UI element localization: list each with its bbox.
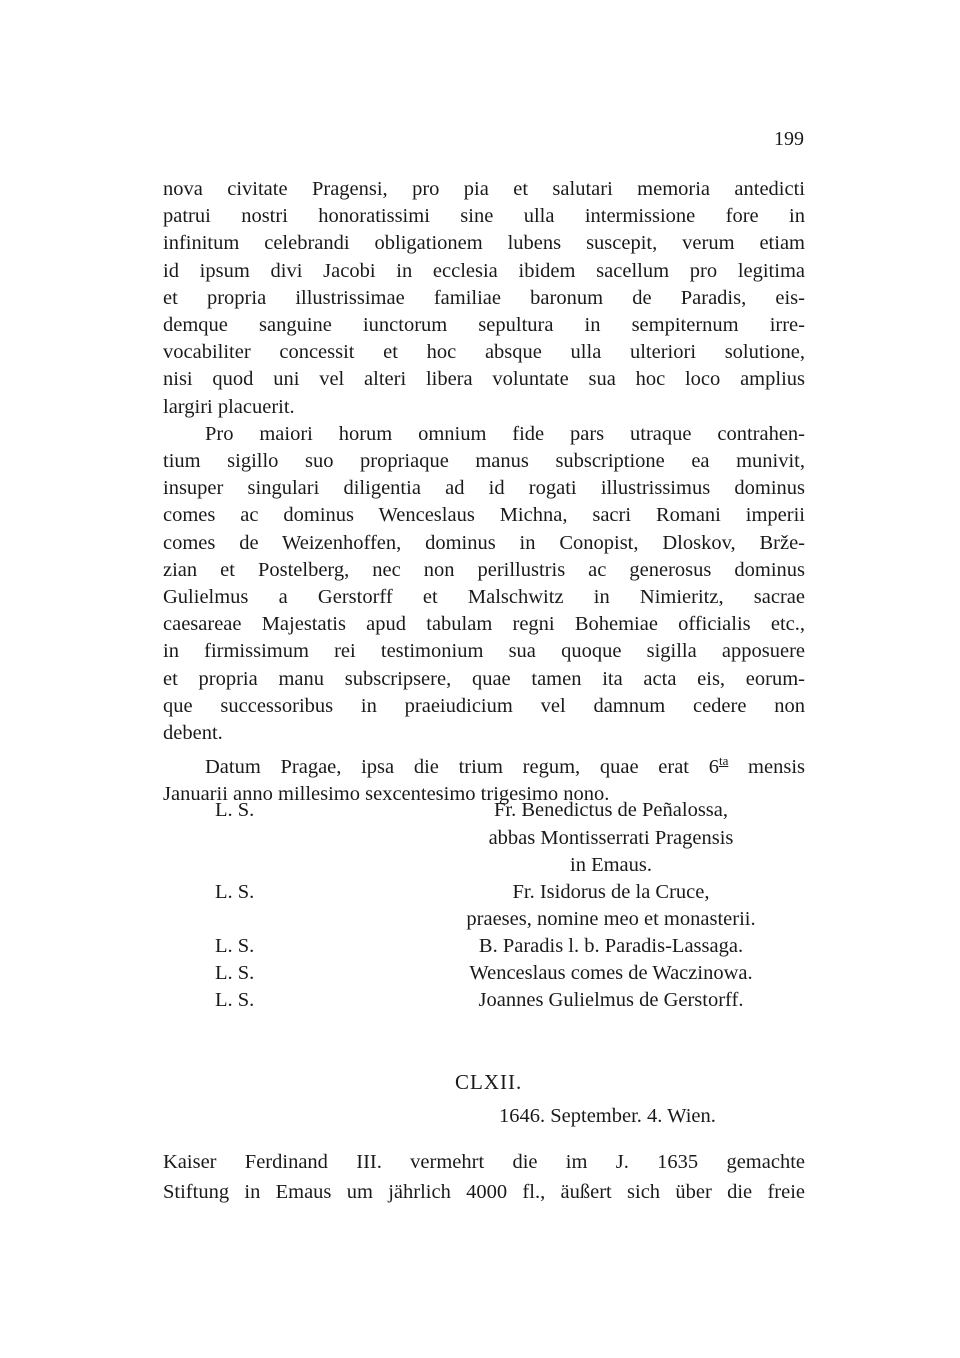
summary-line: Stiftung in Emaus um jährlich 4000 fl., äußert sich über die freie [163, 1181, 805, 1203]
ordinal-superscript: ta [718, 753, 729, 769]
text-line: id ipsum divi Jacobi in ecclesia ibidem sacellum pro legitima [163, 259, 805, 282]
signature-line: Joannes Gulielmus de Gerstorff. [478, 989, 744, 1011]
signature-line: praeses, nomine meo et monasterii. [466, 908, 756, 930]
seal-mark: L. S. [215, 989, 255, 1011]
text-line: Januarii anno millesimo sexcentesimo trigesimo nono. [163, 783, 610, 806]
text-line: que successoribus in praeiudicium vel damnum cedere non [163, 694, 805, 717]
document-dateline: 1646. September. 4. Wien. [499, 1105, 716, 1127]
text-line: in firmissimum rei testimonium sua quoque sigilla apposuere [163, 640, 805, 663]
date-text: Datum Pragae, ipsa die trium regum, quae erat 6 [205, 756, 719, 779]
text-line: comes de Weizenhoffen, dominus in Conopist, Dloskov, Brže- [163, 531, 805, 554]
signature-line: Wenceslaus comes de Waczinowa. [469, 962, 753, 984]
seal-mark: L. S. [215, 962, 255, 984]
text-line: Gulielmus a Gerstorff et Malschwitz in Nimieritz, sacrae [163, 586, 805, 609]
text-line: nova civitate Pragensi, pro pia et salutari memoria antedicti [163, 178, 805, 200]
text-line: tium sigillo suo propriaque manus subscriptione ea munivit, [163, 450, 805, 473]
summary-line: Kaiser Ferdinand III. vermehrt die im J. 1635 gemachte [163, 1151, 805, 1173]
signature-line: abbas Montisserrati Pragensis [488, 827, 734, 849]
text-line: caesareae Majestatis apud tabulam regni Bohemiae officialis etc., [163, 613, 805, 636]
seal-mark: L. S. [215, 935, 255, 957]
document-summary [163, 1147, 805, 1207]
text-line: Pro maiori horum omnium fide pars utraque contrahen- [205, 422, 805, 445]
text-line: demque sanguine iunctorum sepultura in sempiternum irre- [163, 314, 805, 337]
text-line: zian et Postelberg, nec non perillustris ac generosus dominus [163, 558, 805, 581]
date-text: mensis [728, 756, 805, 779]
seal-mark: L. S. [215, 799, 255, 821]
signature-line: in Emaus. [570, 854, 652, 876]
text-line: et propria manu subscripsere, quae tamen ita acta eis, eorum- [163, 667, 805, 690]
text-line: insuper singulari diligentia ad id rogati illustrissimus dominus [163, 477, 805, 500]
body-text [163, 176, 805, 809]
page-number: 199 [774, 128, 804, 150]
text-line: comes ac dominus Wenceslaus Michna, sacri Romani imperii [163, 504, 805, 527]
text-line: largiri placuerit. [163, 395, 295, 418]
text-line: debent. [163, 722, 223, 745]
signature-line: B. Paradis l. b. Paradis-Lassaga. [478, 935, 744, 957]
text-line: patrui nostri honoratissimi sine ulla intermissione fore in [163, 205, 805, 228]
document-number: CLXII. [455, 1070, 523, 1094]
seal-mark: L. S. [215, 881, 255, 903]
signature-line: Fr. Isidorus de la Cruce, [512, 881, 710, 903]
text-line: nisi quod uni vel alteri libera voluntate sua hoc loco amplius [163, 368, 805, 391]
text-line: infinitum celebrandi obligationem lubens suscepit, verum etiam [163, 232, 805, 255]
signature-line: Fr. Benedictus de Peñalossa, [493, 799, 728, 821]
text-line: et propria illustrissimae familiae baronum de Paradis, eis- [163, 286, 805, 309]
text-line: vocabiliter concessit et hoc absque ulla ulteriori solutione, [163, 341, 805, 364]
text-line [163, 747, 805, 781]
